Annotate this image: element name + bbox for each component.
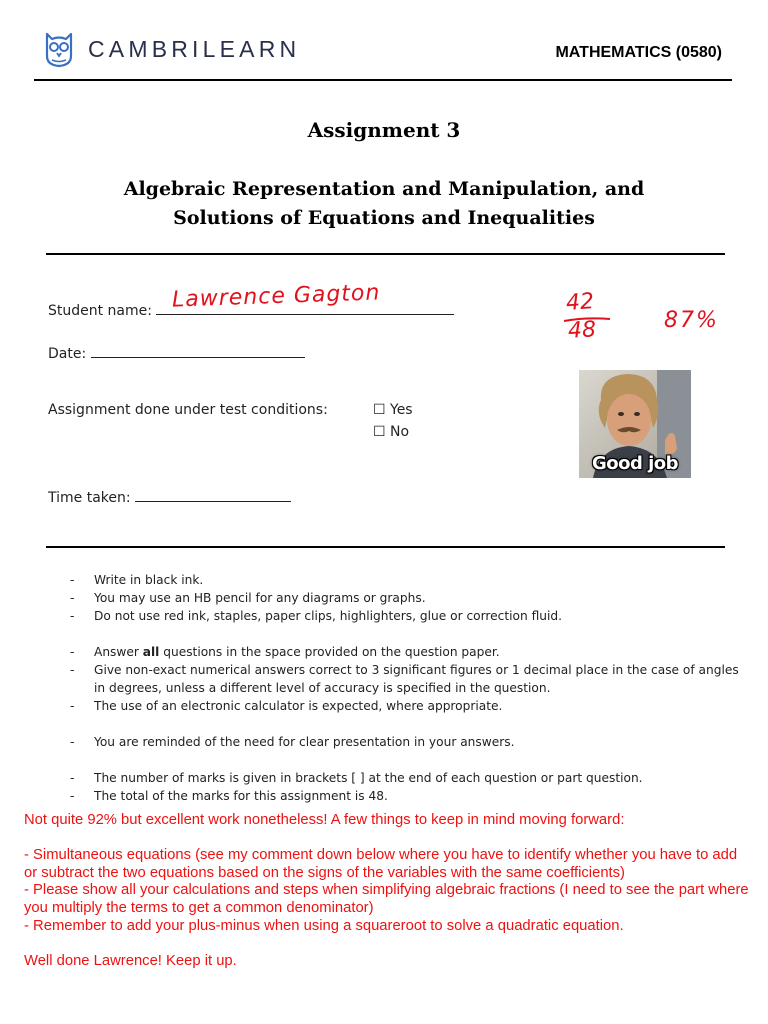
grade-numerator: 42 (565, 289, 595, 316)
subtitle-line-2: Solutions of Equations and Inequalities (173, 207, 595, 229)
grade-denominator: 48 (567, 317, 597, 344)
instruction-item: - Do not use red ink, staples, paper clips, highlighters, glue or correction fluid. (70, 607, 740, 625)
teacher-feedback (24, 812, 754, 970)
grade-percent: 87% (664, 308, 719, 333)
assignment-subtitle (40, 175, 728, 233)
brand-name: CAMBRILEARN (88, 36, 301, 62)
feedback-point: - Please show all your calculations and steps when simplifying algebraic fractions (I need to see the part where you multiply the terms to get a common denominator) (24, 882, 749, 916)
instruction-item: - You may use an HB pencil for any diagrams or graphs. (70, 589, 740, 607)
instruction-item: - You are reminded of the need for clear presentation in your answers. (70, 733, 740, 751)
instruction-item: - The number of marks is given in brackets [ ] at the end of each question or part question. (70, 769, 740, 787)
instruction-item: - The total of the marks for this assignment is 48. (70, 787, 740, 805)
instruction-item: - Give non-exact numerical answers correct to 3 significant figures or 1 decimal place in the case of angles in degrees, unless a different level of accuracy is specified in the question. (70, 661, 740, 697)
time-taken-label: Time taken: (48, 490, 131, 506)
subject-code: MATHEMATICS (0580) (555, 44, 722, 61)
owl-logo-icon (42, 30, 76, 68)
student-name-label: Student name: (48, 303, 152, 319)
time-taken-row (48, 485, 291, 506)
option-no[interactable]: ☐ No (373, 424, 410, 440)
section-divider-top (46, 253, 725, 255)
test-conditions-label: Assignment done under test conditions: (48, 402, 328, 418)
option-yes[interactable]: ☐ Yes (373, 402, 413, 418)
feedback-point: - Remember to add your plus-minus when using a squareroot to solve a quadratic equation. (24, 917, 624, 934)
header-divider (34, 79, 732, 81)
date-row (48, 341, 305, 362)
date-label: Date: (48, 346, 87, 362)
good-job-meme-image (579, 370, 691, 478)
instruction-item: - Write in black ink. (70, 571, 740, 589)
instruction-item: - Answer all questions in the space provided on the question paper. (70, 643, 740, 661)
feedback-point: - Simultaneous equations (see my comment down below where you have to identify whether you have to add or subtract the two equations based on the signs of the variables with the same coefficients) (24, 847, 738, 881)
assignment-title: Assignment 3 (307, 118, 461, 142)
section-divider-bottom (46, 546, 725, 548)
time-taken-line[interactable] (135, 485, 291, 502)
feedback-closing: Well done Lawrence! Keep it up. (24, 952, 237, 969)
meme-caption: Good job (591, 453, 679, 474)
instructions (70, 571, 740, 805)
student-name-handwriting: Lawrence Gagton (171, 280, 381, 313)
instruction-item: - The use of an electronic calculator is expected, where appropriate. (70, 697, 740, 715)
subtitle-line-1: Algebraic Representation and Manipulation, and (123, 178, 645, 200)
feedback-intro: Not quite 92% but excellent work nonetheless! A few things to keep in mind moving forward: (24, 812, 625, 828)
date-line[interactable] (91, 341, 305, 358)
emphasis-all: all (142, 645, 160, 659)
